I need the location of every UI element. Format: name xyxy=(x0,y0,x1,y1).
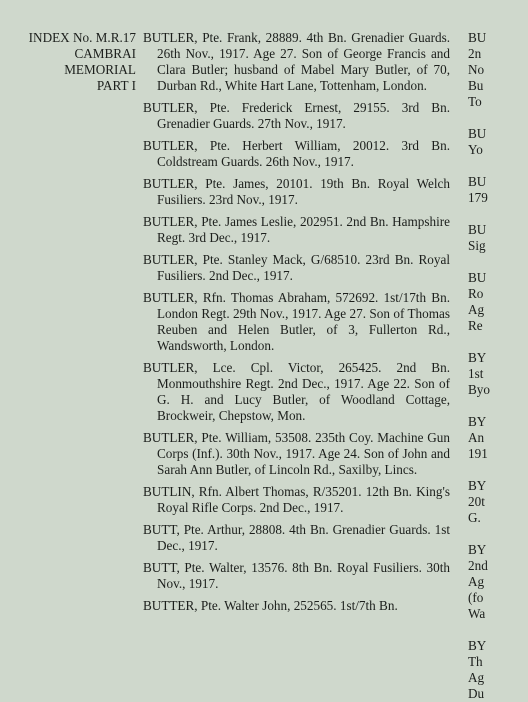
part-label: PART I xyxy=(96,78,136,93)
entry-butler-james: BUTLER, Pte. James, 20101. 19th Bn. Royal Welch Fusiliers. 23rd Nov., 1917. xyxy=(143,176,450,207)
adjacent-column-line: Yo xyxy=(468,142,483,157)
adjacent-column-line: BY xyxy=(468,414,487,429)
adjacent-column-line: To xyxy=(468,94,482,109)
entry-butt-arthur: BUTT, Pte. Arthur, 28808. 4th Bn. Grenadier Guards. 1st Dec., 1917. xyxy=(143,522,450,553)
adjacent-column-line: Ro xyxy=(468,286,484,301)
adjacent-column-line: BY xyxy=(468,542,487,557)
adjacent-column-line: G. xyxy=(468,510,481,525)
index-number: INDEX No. M.R.17 xyxy=(28,30,136,45)
adjacent-column-line: Du xyxy=(468,686,485,701)
adjacent-column-line xyxy=(468,398,528,414)
adjacent-column-line: Byo xyxy=(468,382,490,397)
adjacent-column-line xyxy=(468,462,528,478)
adjacent-column-line: BU xyxy=(468,222,487,237)
entry-butler-james-leslie: BUTLER, Pte. James Leslie, 202951. 2nd Bn. Hampshire Regt. 3rd Dec., 1917. xyxy=(143,214,450,245)
adjacent-column-line: 2n xyxy=(468,46,482,61)
adjacent-column-line: No xyxy=(468,62,485,77)
adjacent-column-line: Ag xyxy=(468,670,485,685)
adjacent-column-line xyxy=(468,206,528,222)
adjacent-column-line: BY xyxy=(468,638,487,653)
adjacent-column-line: BU xyxy=(468,270,487,285)
entry-butlin-albert-thomas: BUTLIN, Rfn. Albert Thomas, R/35201. 12th Bn. King's Royal Rifle Corps. 2nd Dec., 1917. xyxy=(143,484,450,515)
adjacent-column-line: BU xyxy=(468,30,487,45)
adjacent-column-line: Wa xyxy=(468,606,486,621)
adjacent-column-line: 20t xyxy=(468,494,485,509)
adjacent-column-line: 179 xyxy=(468,190,488,205)
entry-butler-herbert-william: BUTLER, Pte. Herbert William, 20012. 3rd Bn. Coldstream Guards. 26th Nov., 1917. xyxy=(143,138,450,169)
entry-butler-frederick-ernest: BUTLER, Pte. Frederick Ernest, 29155. 3rd Bn. Grenadier Guards. 27th Nov., 1917. xyxy=(143,100,450,131)
adjacent-column-line: BY xyxy=(468,350,487,365)
adjacent-column-line: BY xyxy=(468,478,487,493)
adjacent-column-line: BU xyxy=(468,126,487,141)
index-sidebar xyxy=(8,30,136,94)
entry-butter-walter-john: BUTTER, Pte. Walter John, 252565. 1st/7th Bn. xyxy=(143,598,398,613)
entry-butler-stanley-mack: BUTLER, Pte. Stanley Mack, G/68510. 23rd Bn. Royal Fusiliers. 2nd Dec., 1917. xyxy=(143,252,450,283)
entry-butler-victor: BUTLER, Lce. Cpl. Victor, 265425. 2nd Bn. Monmouthshire Regt. 2nd Dec., 1917. Age 22. Son of G. H. and Lucy Butler, of Woodland Cottage, Brockweir, Chepstow, Mon. xyxy=(143,360,450,423)
adjacent-column-line: Ag xyxy=(468,574,485,589)
entry-butler-thomas-abraham: BUTLER, Rfn. Thomas Abraham, 572692. 1st/17th Bn. London Regt. 29th Nov., 1917. Age 27. Son of Thomas Reuben and Helen Butler, of 3, Fullerton Rd., Wandsworth, London. xyxy=(143,290,450,353)
entry-butler-frank: BUTLER, Pte. Frank, 28889. 4th Bn. Grenadier Guards. 26th Nov., 1917. Age 27. Son of George Francis and Clara Butler; husband of Mabel Mary Butler, of 70, Durban Rd., White Hart Lane, Tottenham, London. xyxy=(143,30,450,93)
adjacent-column-fragment xyxy=(468,30,528,702)
adjacent-column-line: Sig xyxy=(468,238,486,253)
memorial-name: CAMBRAI xyxy=(74,46,136,61)
adjacent-column-line xyxy=(468,334,528,350)
adjacent-column-line: BU xyxy=(468,174,487,189)
adjacent-column-line: (fo xyxy=(468,590,484,605)
entries-column xyxy=(143,30,450,620)
adjacent-column-line: Re xyxy=(468,318,483,333)
memorial-label: MEMORIAL xyxy=(64,62,136,77)
adjacent-column-line: 1st xyxy=(468,366,484,381)
adjacent-column-line: Bu xyxy=(468,78,484,93)
adjacent-column-line: 191 xyxy=(468,446,488,461)
adjacent-column-line xyxy=(468,158,528,174)
adjacent-column-line: Th xyxy=(468,654,483,669)
adjacent-column-line xyxy=(468,110,528,126)
entry-butt-walter: BUTT, Pte. Walter, 13576. 8th Bn. Royal Fusiliers. 30th Nov., 1917. xyxy=(143,560,450,591)
adjacent-column-line xyxy=(468,526,528,542)
adjacent-column-line: An xyxy=(468,430,485,445)
entry-butler-william: BUTLER, Pte. William, 53508. 235th Coy. Machine Gun Corps (Inf.). 30th Nov., 1917. Age 24. Son of John and Sarah Ann Butler, of Lincoln Rd., Saxilby, Lincs. xyxy=(143,430,450,477)
adjacent-column-line: Ag xyxy=(468,302,485,317)
adjacent-column-line: 2nd xyxy=(468,558,488,573)
adjacent-column-line xyxy=(468,622,528,638)
adjacent-column-line xyxy=(468,254,528,270)
